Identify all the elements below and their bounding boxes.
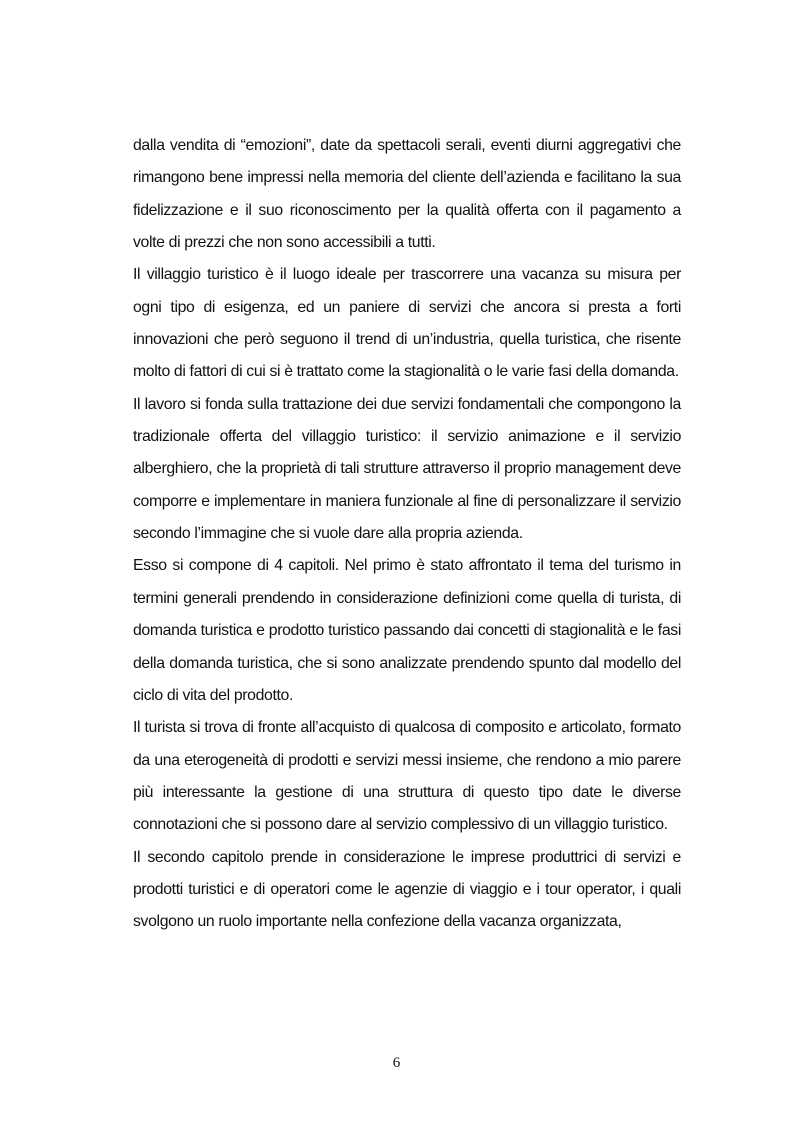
paragraph-1: dalla vendita di “emozioni”, date da spettacoli serali, eventi diurni aggregativi che rimangono bene impressi nella memoria del cliente dell’azienda e facilitano la sua fidelizzazione e il suo riconoscimento per la qualità offerta con il pagamento a volte di prezzi che non sono accessibili a tutti. [133,137,681,252]
body-text [133,130,681,939]
paragraph-2: Il villaggio turistico è il luogo ideale per trascorrere una vacanza su misura per ogni tipo di esigenza, ed un paniere di servizi che ancora si presta a forti innovazioni che però seguono il trend di un’industria, quella turistica, che risente molto di fattori di cui si è trattato come la stagionalità o le varie fasi della domanda. [133,266,681,381]
paragraph-5: Il turista si trova di fronte all’acquisto di qualcosa di composito e articolato, formato da una eterogeneità di prodotti e servizi messi insieme, che rendono a mio parere più interessante la gestione di una struttura di questo tipo date le diverse connotazioni che si possono dare al servizio complessivo di un villaggio turistico. [133,719,681,834]
paragraph-3: Il lavoro si fonda sulla trattazione dei due servizi fondamentali che compongono la tradizionale offerta del villaggio turistico: il servizio animazione e il servizio alberghiero, che la proprietà di tali strutture attraverso il proprio management deve comporre e implementare in maniera funzionale al fine di personalizzare il servizio secondo l’immagine che si vuole dare alla propria azienda. [133,395,681,543]
page-number: 6 [392,1055,401,1071]
paragraph-4: Esso si compone di 4 capitoli. Nel primo è stato affrontato il tema del turismo in termini generali prendendo in considerazione definizioni come quella di turista, di domanda turistica e prodotto turistico passando dai concetti di stagionalità e le fasi della domanda turistica, che si sono analizzate prendendo spunto dal modello del ciclo di vita del prodotto. [133,557,681,704]
paragraph-6: Il secondo capitolo prende in considerazione le imprese produttrici di servizi e prodotti turistici e di operatori come le agenzie di viaggio e i tour operator, i quali svolgono un ruolo importante nella confezione della vacanza organizzata, [133,848,681,931]
